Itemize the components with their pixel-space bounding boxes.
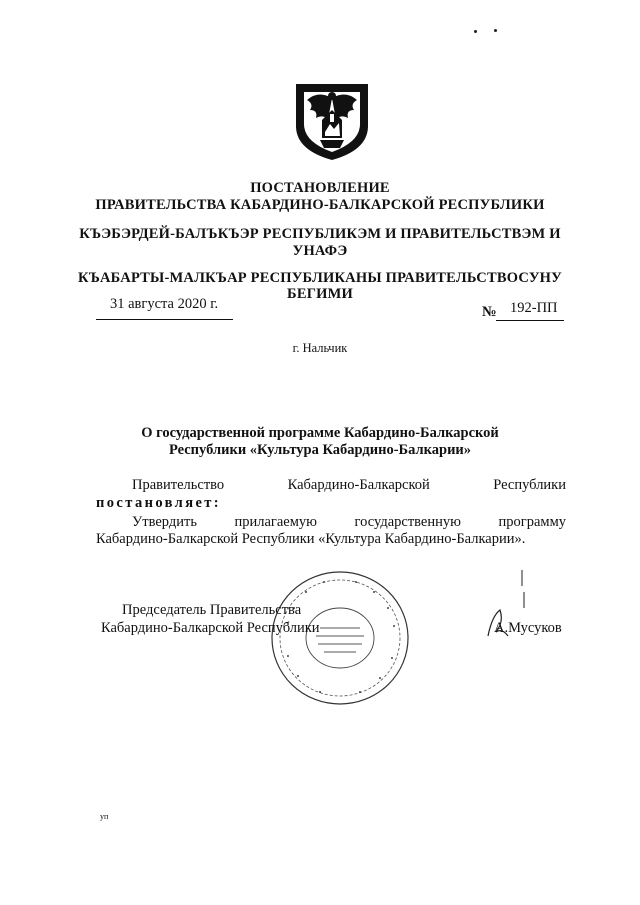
scan-speck: [494, 29, 497, 32]
word: Кабардино-Балкарской: [287, 477, 430, 493]
issuer-russian: ПРАВИТЕЛЬСТВА КАБАРДИНО-БАЛКАРСКОЙ РЕСПУБЛИКИ: [95, 197, 545, 213]
city: г. Нальчик: [292, 341, 348, 355]
issuer-balkar-line1: КЪАБАРТЫ-МАЛКЪАР РЕСПУБЛИКАНЫ ПРАВИТЕЛЬСТВОСУНУ: [78, 270, 562, 286]
word: Республики: [493, 477, 566, 493]
subject-line1: О государственной программе Кабардино-Балкарской: [141, 425, 499, 441]
word: государственную: [354, 514, 461, 530]
decree-title: ПОСТАНОВЛЕНИЕ: [250, 180, 390, 196]
paragraph-2-line1: [132, 514, 566, 531]
date-underline: [96, 319, 233, 320]
paragraph-1-line1: [132, 477, 566, 494]
word: Правительство: [132, 477, 225, 493]
footer-mark: уп: [100, 812, 109, 821]
issuer-kabardian-line2: УНАФЭ: [292, 243, 348, 259]
signatory-position-line2: Кабардино-Балкарской Республики: [101, 620, 320, 636]
decree-date: 31 августа 2020 г.: [110, 296, 219, 312]
subject-line2: Республики «Культура Кабардино-Балкарии»: [168, 442, 472, 458]
coat-of-arms-emblem: [294, 80, 370, 162]
official-seal-stamp: [268, 568, 412, 708]
decision-verb: постановляет:: [96, 495, 222, 511]
word: Утвердить: [132, 514, 197, 530]
signatory-name: А.Мусуков: [494, 620, 562, 636]
word: прилагаемую: [234, 514, 318, 530]
number-sign: №: [482, 304, 497, 320]
word: программу: [498, 514, 566, 530]
paragraph-2-line2: Кабардино-Балкарской Республики «Культура Кабардино-Балкарии».: [96, 531, 526, 547]
signatory-position-line1: Председатель Правительства: [122, 602, 302, 618]
number-underline: [496, 320, 564, 321]
issuer-kabardian-line1: КЪЭБЭРДЕЙ-БАЛЪКЪЭР РЕСПУБЛИКЭМ И ПРАВИТЕЛЬСТВЭМ И: [79, 226, 561, 242]
decree-number: 192-ПП: [510, 300, 558, 316]
scan-speck: [474, 30, 477, 33]
issuer-balkar-line2: БЕГИМИ: [287, 286, 353, 302]
